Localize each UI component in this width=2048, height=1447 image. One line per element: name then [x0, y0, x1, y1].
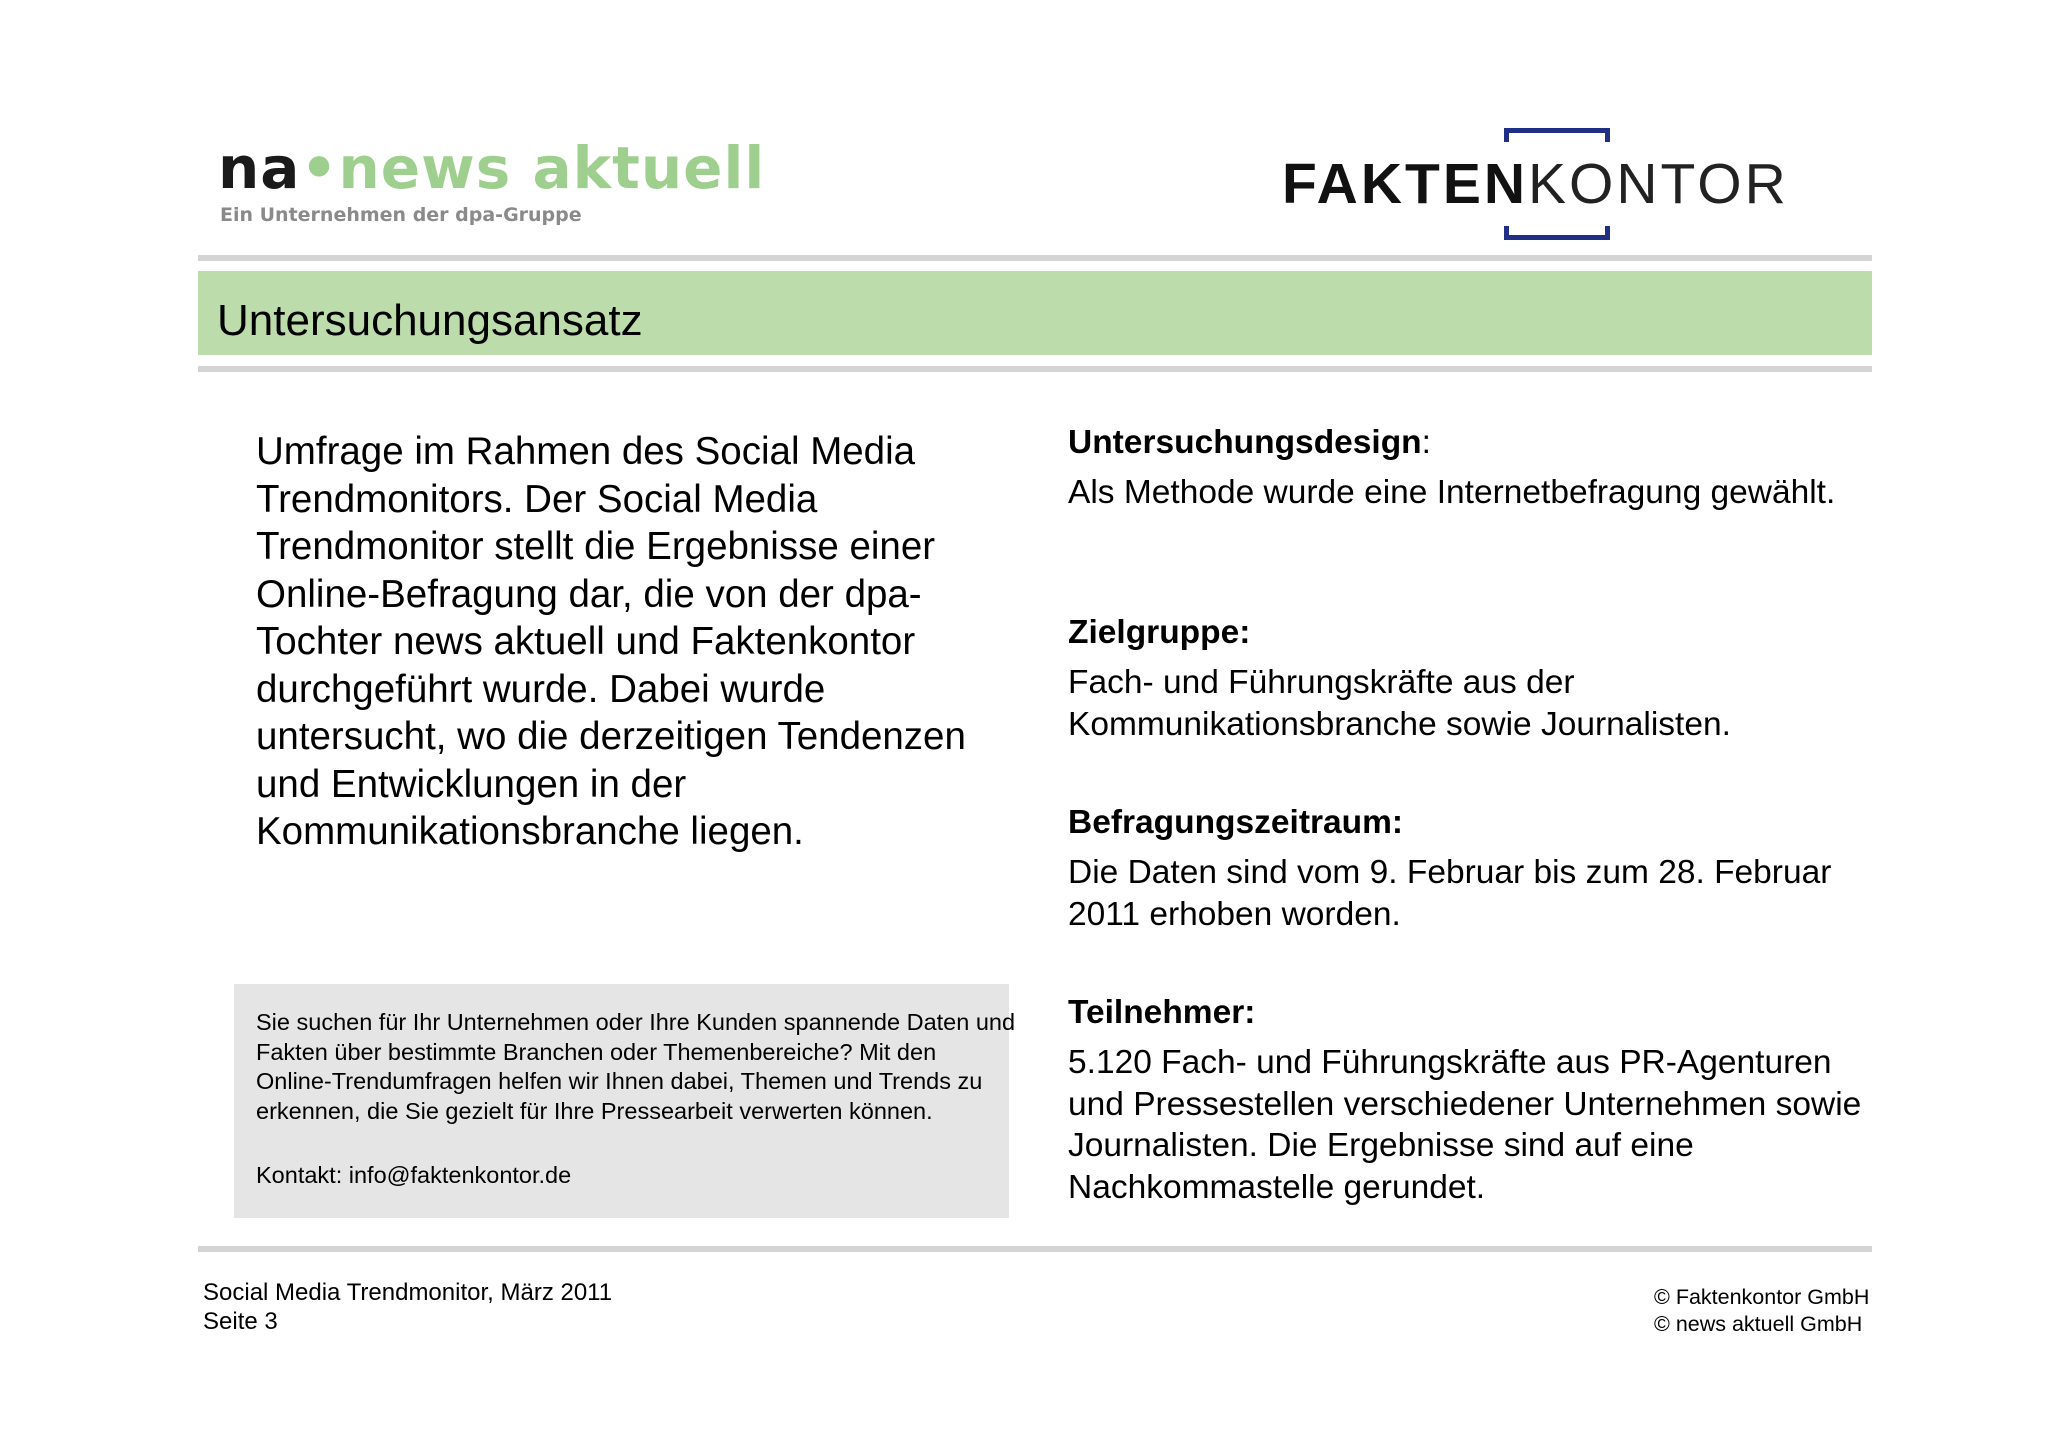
section-heading-period: Befragungszeitraum:	[1068, 804, 1404, 841]
faktenkontor-logo	[1282, 128, 1832, 240]
na-logo-prefix: na	[218, 134, 301, 202]
fk-logo-wordmark	[1282, 154, 1789, 214]
na-logo-tagline: Ein Unternehmen der dpa-Gruppe	[220, 204, 582, 226]
news-aktuell-logo	[218, 134, 766, 226]
title-divider	[198, 366, 1872, 372]
section-heading-design-colon: :	[1421, 424, 1431, 461]
news-aktuell-wordmark	[218, 134, 766, 202]
intro-paragraph: Umfrage im Rahmen des Social Media Trendmonitors. Der Social Media Trendmonitor stellt die Ergebnisse einer Online-Befragung dar, die von der dpa-Tochter news aktuell und Faktenkontor durchgeführt wurde. Dabei wurde untersucht, wo die derzeitigen Tendenzen und Entwicklungen in der Kommunikationsbranche liegen.	[256, 430, 966, 853]
section-body-period: Die Daten sind vom 9. Februar bis zum 28. Februar 2011 erhoben worden.	[1068, 854, 1832, 933]
section-heading-design	[1068, 423, 1431, 463]
footer-report-title: Social Media Trendmonitor, März 2011	[203, 1279, 613, 1306]
info-box-contact: Kontakt: info@faktenkontor.de	[256, 1162, 572, 1188]
footer-left	[203, 1278, 612, 1336]
section-body-design: Als Methode wurde eine Internetbefragung gewählt.	[1068, 474, 1836, 511]
na-logo-dot: •	[300, 134, 339, 202]
fk-logo-thin: KONTOR	[1528, 152, 1789, 216]
info-box-text: Sie suchen für Ihr Unternehmen oder Ihre Kunden spannende Daten und Fakten über bestimmte Branchen oder Themenbereiche? Mit den Online-Trendumfragen helfen wir Ihnen dabei, Themen und Trends zu erkennen, die Sie gezielt für Ihre Pressearbeit verwerten können.	[256, 1009, 1016, 1124]
fk-logo-bold: FAKTEN	[1282, 152, 1528, 216]
section-body-participants: 5.120 Fach- und Führungskräfte aus PR-Agenturen und Pressestellen verschiedener Unternehmen sowie Journalisten. Die Ergebnisse sind auf eine Nachkommastelle gerundet.	[1068, 1044, 1862, 1206]
fk-logo-bracket-bottom	[1504, 226, 1610, 240]
footer-copyright-news-aktuell: © news aktuell GmbH	[1654, 1312, 1863, 1336]
fk-logo-bracket-top	[1504, 128, 1610, 142]
section-heading-design-label: Untersuchungsdesign	[1068, 424, 1422, 461]
section-heading-participants: Teilnehmer:	[1068, 994, 1256, 1031]
footer-divider	[198, 1246, 1872, 1252]
footer-copyright-faktenkontor: © Faktenkontor GmbH	[1654, 1285, 1870, 1309]
section-body-target: Fach- und Führungskräfte aus der Kommunikationsbranche sowie Journalisten.	[1068, 664, 1731, 743]
footer-page-number: Seite 3	[203, 1308, 278, 1335]
footer-right	[1654, 1284, 1869, 1338]
section-heading-target: Zielgruppe:	[1068, 614, 1251, 651]
page-title: Untersuchungsansatz	[217, 296, 643, 345]
header-divider	[198, 255, 1872, 261]
na-logo-name: news aktuell	[338, 134, 766, 202]
